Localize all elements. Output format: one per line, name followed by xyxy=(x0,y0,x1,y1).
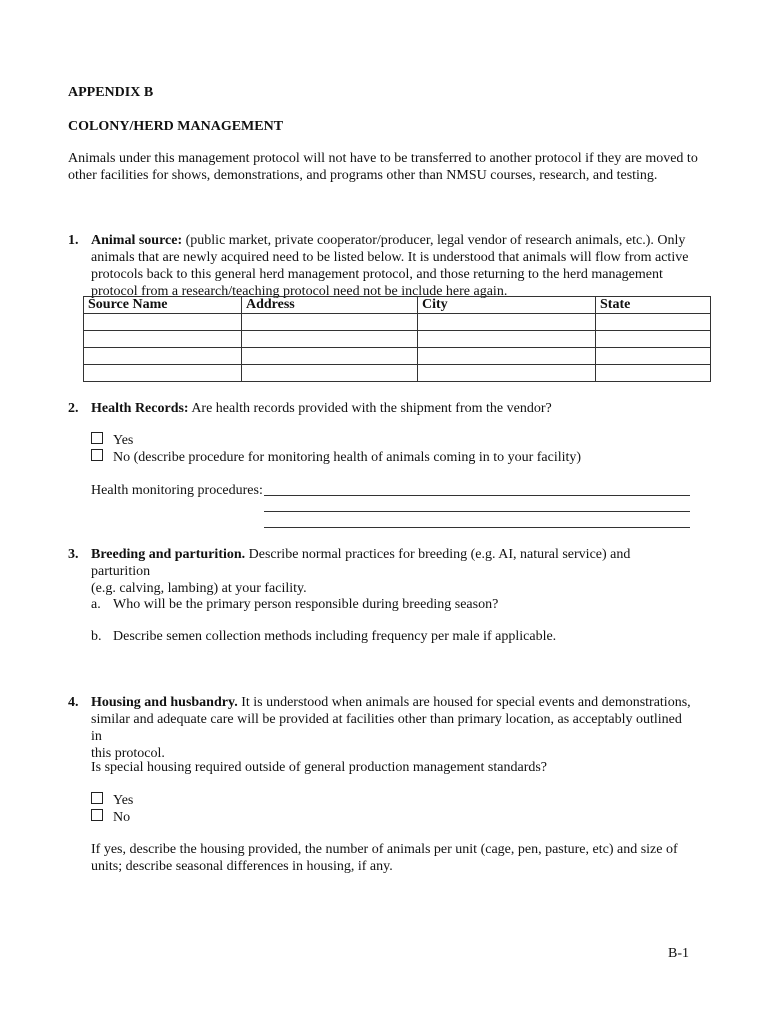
table-row xyxy=(84,365,711,382)
col-address: Address xyxy=(242,297,418,314)
q4-question: Is special housing required outside of general production management standards? xyxy=(91,760,548,775)
q3b-text: Describe semen collection methods including frequency per male if applicable. xyxy=(113,629,557,644)
table-row xyxy=(84,314,711,331)
table-cell[interactable] xyxy=(418,314,596,331)
health-monitoring-line-3[interactable] xyxy=(264,527,690,528)
q3b-letter: b. xyxy=(91,629,102,644)
health-monitoring-label: Health monitoring procedures: xyxy=(91,483,263,498)
col-state: State xyxy=(596,297,711,314)
health-monitoring-line-1[interactable] xyxy=(264,495,690,496)
q4-number: 4. xyxy=(68,695,79,710)
table-cell[interactable] xyxy=(84,314,242,331)
col-city: City xyxy=(418,297,596,314)
q3-label: Breeding and parturition. xyxy=(91,547,246,562)
q3-line1: Describe normal practices for breeding (e.g. AI, natural service) and parturition xyxy=(91,547,631,579)
section-title: COLONY/HERD MANAGEMENT xyxy=(68,119,284,134)
table-cell[interactable] xyxy=(84,365,242,382)
table-cell[interactable] xyxy=(242,365,418,382)
intro-paragraph: Animals under this management protocol will not have to be transferred to another protocol if they are moved to other facilities for shows, demonstrations, and programs other than NMSU courses, research, and testing. xyxy=(68,151,698,183)
q3a-text: Who will be the primary person responsible during breeding season? xyxy=(113,597,499,612)
q2-label: Health Records: xyxy=(91,401,189,416)
q4-ifyes-text xyxy=(91,841,691,875)
table-cell[interactable] xyxy=(596,365,711,382)
table-cell[interactable] xyxy=(418,365,596,382)
q2-text xyxy=(91,400,691,417)
q4-ifyes-line2: units; describe seasonal differences in housing, if any. xyxy=(91,859,393,874)
q2-no-label: No (describe procedure for monitoring health of animals coming in to your facility) xyxy=(113,450,582,465)
q1-line1: (public market, private cooperator/producer, legal vendor of research animals, etc.). Only xyxy=(182,233,686,248)
animal-source-table xyxy=(83,296,711,382)
q4-yes-checkbox[interactable] xyxy=(91,792,103,804)
table-cell[interactable] xyxy=(84,331,242,348)
q4-label: Housing and husbandry. xyxy=(91,695,238,710)
q3a-letter: a. xyxy=(91,597,101,612)
q1-line3: protocols back to this general herd management protocol, and those returning to the herd management xyxy=(91,267,663,282)
q2-no-checkbox[interactable] xyxy=(91,449,103,461)
q4-text xyxy=(91,694,691,762)
table-cell[interactable] xyxy=(596,348,711,365)
q4-no-checkbox[interactable] xyxy=(91,809,103,821)
appendix-heading: APPENDIX B xyxy=(68,85,154,100)
table-cell[interactable] xyxy=(242,331,418,348)
table-row xyxy=(84,331,711,348)
health-monitoring-line-2[interactable] xyxy=(264,511,690,512)
q4-line2: similar and adequate care will be provided at facilities other than primary location, as acceptably outlined in xyxy=(91,712,682,744)
q3-number: 3. xyxy=(68,547,79,562)
q1-label: Animal source: xyxy=(91,233,183,248)
q1-text xyxy=(91,232,691,300)
q1-line2: animals that are newly acquired need to be listed below. It is understood that animals will flow from active xyxy=(91,250,689,265)
table-cell[interactable] xyxy=(242,314,418,331)
table-header-row xyxy=(84,297,711,314)
q4-line1: It is understood when animals are housed for special events and demonstrations, xyxy=(237,695,691,710)
q4-yes-label: Yes xyxy=(113,793,134,808)
q3-line2: (e.g. calving, lambing) at your facility. xyxy=(91,581,307,596)
table-row xyxy=(84,348,711,365)
page-number: B-1 xyxy=(668,946,689,961)
table-cell[interactable] xyxy=(596,331,711,348)
table-cell[interactable] xyxy=(242,348,418,365)
table-cell[interactable] xyxy=(84,348,242,365)
q4-no-label: No xyxy=(113,810,131,825)
table-cell[interactable] xyxy=(596,314,711,331)
q3-text xyxy=(91,546,691,597)
q4-line3: this protocol. xyxy=(91,746,165,761)
table-cell[interactable] xyxy=(418,331,596,348)
table-cell[interactable] xyxy=(418,348,596,365)
q2-yes-checkbox[interactable] xyxy=(91,432,103,444)
q2-number: 2. xyxy=(68,401,79,416)
col-source-name: Source Name xyxy=(84,297,242,314)
q1-number: 1. xyxy=(68,233,79,248)
q2-question: Are health records provided with the shipment from the vendor? xyxy=(188,401,552,416)
q4-ifyes-line1: If yes, describe the housing provided, the number of animals per unit (cage, pen, pasture, etc) and size of xyxy=(91,842,678,857)
q1-line4: protocol from a research/teaching protocol need not be include here again. xyxy=(91,284,508,299)
q2-yes-label: Yes xyxy=(113,433,134,448)
